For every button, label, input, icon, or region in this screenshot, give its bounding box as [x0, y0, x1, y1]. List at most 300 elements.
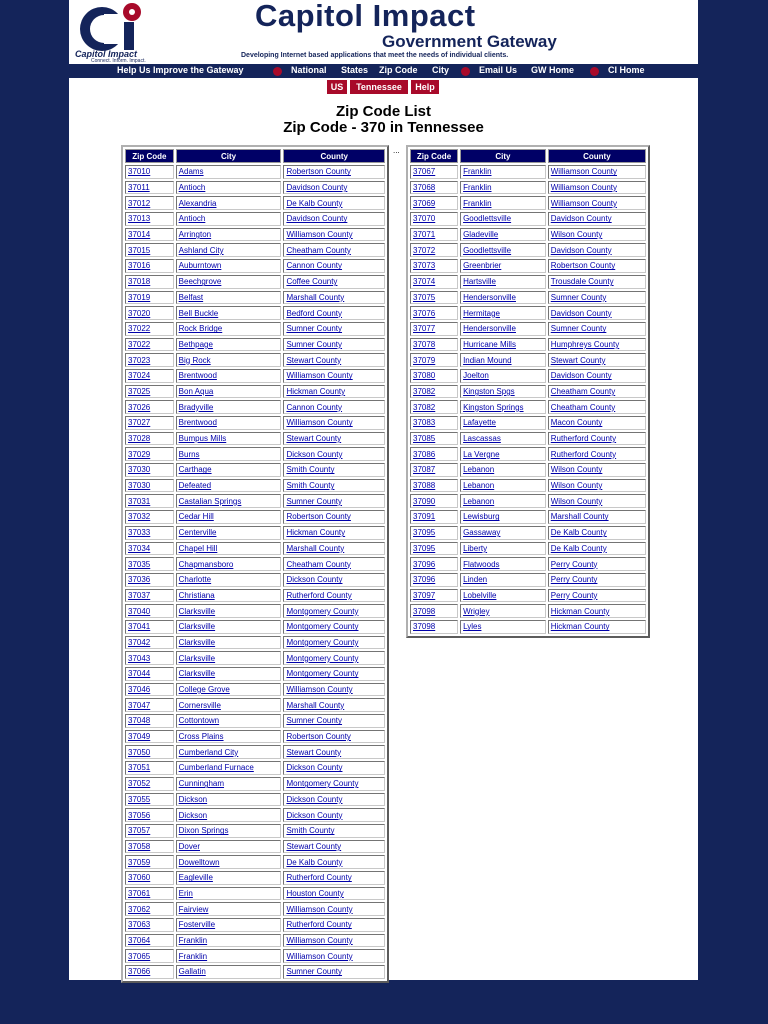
- city-link[interactable]: Arrington: [178, 230, 212, 240]
- subnav-us[interactable]: US: [327, 80, 347, 94]
- county-link[interactable]: Marshall County: [550, 512, 609, 522]
- city-link[interactable]: Burns: [178, 449, 200, 459]
- table-cell: [548, 259, 646, 273]
- zip-code-link[interactable]: 37042: [128, 637, 151, 647]
- city-link[interactable]: Lascassas: [463, 434, 501, 444]
- table-cell: [283, 479, 385, 493]
- table-row: [125, 887, 385, 901]
- table-cell: [548, 416, 646, 430]
- county-link[interactable]: Williamson County: [286, 371, 353, 381]
- zip-code-link[interactable]: 37085: [413, 434, 436, 444]
- zip-code-link[interactable]: 37095: [413, 528, 436, 538]
- county-link[interactable]: Sumner County: [550, 292, 607, 302]
- county-link[interactable]: Williamson County: [550, 183, 617, 193]
- table-cell: [410, 259, 458, 273]
- county-link[interactable]: Sumner County: [286, 339, 343, 349]
- county-link[interactable]: Montgomery County: [286, 669, 359, 679]
- zip-code-link[interactable]: 37082: [413, 402, 436, 412]
- table-row: [125, 369, 385, 383]
- county-link[interactable]: Marshall County: [286, 292, 345, 302]
- zip-code-link[interactable]: 37088: [413, 481, 436, 491]
- zip-code-link[interactable]: 37024: [128, 371, 151, 381]
- city-link[interactable]: Clarksville: [178, 669, 216, 679]
- zip-code-link[interactable]: 37073: [413, 261, 436, 271]
- zip-code-link[interactable]: 37026: [128, 402, 151, 412]
- city-link[interactable]: Alexandria: [178, 198, 217, 208]
- city-link[interactable]: Brentwood: [178, 418, 217, 428]
- city-link[interactable]: Joelton: [463, 371, 489, 381]
- county-link[interactable]: Perry County: [550, 559, 598, 569]
- city-link[interactable]: Chapel Hill: [178, 543, 218, 553]
- zip-code-link[interactable]: 37011: [128, 183, 150, 193]
- table-cell: [176, 965, 282, 979]
- zip-code-link[interactable]: 37056: [128, 810, 151, 820]
- subnav-help[interactable]: Help: [411, 80, 439, 94]
- city-link[interactable]: Charlotte: [178, 575, 212, 585]
- zip-code-link[interactable]: 37022: [128, 339, 151, 349]
- zip-code-link[interactable]: 37033: [128, 528, 151, 538]
- city-link[interactable]: Cumberland City: [178, 747, 239, 757]
- county-link[interactable]: Montgomery County: [286, 653, 359, 663]
- county-link[interactable]: Davidson County: [550, 371, 612, 381]
- zip-code-link[interactable]: 37068: [413, 183, 436, 193]
- zip-code-link[interactable]: 37062: [128, 904, 151, 914]
- county-link[interactable]: Dickson County: [286, 810, 343, 820]
- city-link[interactable]: Kingston Spgs: [463, 386, 515, 396]
- city-link[interactable]: Rock Bridge: [178, 324, 223, 334]
- table-cell: [125, 918, 174, 932]
- county-link[interactable]: Montgomery County: [286, 637, 359, 647]
- city-link[interactable]: Lobelville: [463, 590, 497, 600]
- county-link[interactable]: Stewart County: [286, 747, 342, 757]
- county-link[interactable]: Wilson County: [550, 496, 603, 506]
- table-row: [125, 651, 385, 665]
- city-link[interactable]: Christiana: [178, 590, 215, 600]
- city-link[interactable]: Chapmansboro: [178, 559, 234, 569]
- city-link[interactable]: La Vergne: [463, 449, 500, 459]
- city-link[interactable]: Bon Aqua: [178, 386, 214, 396]
- city-link[interactable]: Ashland City: [178, 245, 224, 255]
- zip-code-link[interactable]: 37010: [128, 167, 151, 177]
- city-link[interactable]: Beechgrove: [178, 277, 222, 287]
- zip-code-link[interactable]: 37051: [128, 763, 151, 773]
- zip-code-link[interactable]: 37070: [413, 214, 436, 224]
- table-row: [410, 573, 646, 587]
- zip-code-link[interactable]: 37083: [413, 418, 436, 428]
- table-row: [410, 322, 646, 336]
- city-link[interactable]: Bell Buckle: [178, 308, 219, 318]
- city-link[interactable]: Cross Plains: [178, 732, 224, 742]
- city-link[interactable]: Franklin: [463, 198, 492, 208]
- zip-code-link[interactable]: 37015: [128, 245, 151, 255]
- zip-code-link[interactable]: 37041: [128, 622, 151, 632]
- city-link[interactable]: Bradyville: [178, 402, 214, 412]
- city-link[interactable]: Clarksville: [178, 653, 216, 663]
- city-link[interactable]: Franklin: [463, 167, 492, 177]
- city-link[interactable]: Indian Mound: [463, 355, 512, 365]
- zip-code-link[interactable]: 37057: [128, 826, 151, 836]
- county-link[interactable]: Wilson County: [550, 481, 603, 491]
- zip-code-link[interactable]: 37052: [128, 779, 151, 789]
- city-link[interactable]: Defeated: [178, 481, 212, 491]
- nav-zip-code[interactable]: Zip Code: [379, 65, 418, 75]
- county-link[interactable]: Coffee County: [286, 277, 338, 287]
- city-link[interactable]: Brentwood: [178, 371, 217, 381]
- zip-code-link[interactable]: 37090: [413, 496, 436, 506]
- county-link[interactable]: De Kalb County: [550, 543, 607, 553]
- city-link[interactable]: Clarksville: [178, 606, 216, 616]
- table-cell: [460, 416, 546, 430]
- county-link[interactable]: Hickman County: [286, 528, 346, 538]
- page-subtitle: Zip Code - 370 in Tennessee: [283, 119, 484, 136]
- zip-code-link[interactable]: 37077: [413, 324, 436, 334]
- city-link[interactable]: Auburntown: [178, 261, 222, 271]
- zip-code-link[interactable]: 37025: [128, 386, 151, 396]
- county-link[interactable]: Dickson County: [286, 763, 343, 773]
- table-cell: [410, 353, 458, 367]
- city-link[interactable]: Cottontown: [178, 716, 220, 726]
- county-link[interactable]: Cheatham County: [550, 402, 616, 412]
- county-link[interactable]: Sumner County: [286, 324, 343, 334]
- county-link[interactable]: Cheatham County: [286, 559, 351, 569]
- city-link[interactable]: Belfast: [178, 292, 204, 302]
- county-link[interactable]: Robertson County: [286, 732, 351, 742]
- county-link[interactable]: De Kalb County: [286, 857, 343, 867]
- table-cell: [176, 542, 282, 556]
- zip-code-link[interactable]: 37098: [413, 606, 436, 616]
- zip-code-link[interactable]: 37035: [128, 559, 151, 569]
- county-link[interactable]: Williamson County: [550, 198, 617, 208]
- county-link[interactable]: Wilson County: [550, 465, 603, 475]
- zip-code-link[interactable]: 37018: [128, 277, 151, 287]
- zip-code-link[interactable]: 37066: [128, 967, 151, 977]
- table-cell: [283, 745, 385, 759]
- table-row: [410, 620, 646, 634]
- table-cell: [283, 494, 385, 508]
- zip-code-link[interactable]: 37072: [413, 245, 436, 255]
- city-link[interactable]: Cornersville: [178, 700, 221, 710]
- zip-code-link[interactable]: 37071: [413, 230, 436, 240]
- zip-code-link[interactable]: 37019: [128, 292, 151, 302]
- table-cell: [125, 965, 174, 979]
- zip-code-link[interactable]: 37046: [128, 685, 151, 695]
- city-link[interactable]: Gladeville: [463, 230, 499, 240]
- county-link[interactable]: Perry County: [550, 590, 598, 600]
- city-link[interactable]: Clarksville: [178, 622, 216, 632]
- county-link[interactable]: Davidson County: [550, 245, 612, 255]
- city-link[interactable]: Fosterville: [178, 920, 216, 930]
- county-link[interactable]: Rutherford County: [286, 873, 352, 883]
- table-cell: [125, 698, 174, 712]
- zip-code-link[interactable]: 37080: [413, 371, 436, 381]
- county-link[interactable]: Smith County: [286, 826, 335, 836]
- nav-city[interactable]: City: [432, 65, 450, 75]
- zip-code-link[interactable]: 37076: [413, 308, 436, 318]
- table-row: [125, 604, 385, 618]
- county-link[interactable]: De Kalb County: [286, 198, 343, 208]
- county-link[interactable]: Rutherford County: [550, 434, 617, 444]
- county-link[interactable]: Robertson County: [286, 512, 351, 522]
- table-row: [410, 228, 646, 242]
- county-link[interactable]: Stewart County: [286, 841, 342, 851]
- county-link[interactable]: Robertson County: [550, 261, 616, 271]
- nav-national[interactable]: National: [291, 65, 327, 75]
- county-link[interactable]: Smith County: [286, 481, 335, 491]
- zip-code-link[interactable]: 37049: [128, 732, 151, 742]
- city-link[interactable]: Cedar Hill: [178, 512, 214, 522]
- county-link[interactable]: Williamson County: [286, 418, 353, 428]
- table-row: [125, 934, 385, 948]
- zip-code-link[interactable]: 37091: [413, 512, 436, 522]
- county-link[interactable]: Perry County: [550, 575, 598, 585]
- city-link[interactable]: Dowelltown: [178, 857, 220, 867]
- city-link[interactable]: Lafayette: [463, 418, 496, 428]
- county-link[interactable]: Davidson County: [286, 183, 348, 193]
- zip-code-link[interactable]: 37027: [128, 418, 151, 428]
- nav-help-improve[interactable]: Help Us Improve the Gateway: [117, 65, 244, 75]
- county-link[interactable]: Hickman County: [286, 386, 346, 396]
- county-link[interactable]: Dickson County: [286, 794, 343, 804]
- county-link[interactable]: Bedford County: [286, 308, 343, 318]
- nav-email-us[interactable]: Email Us: [479, 65, 518, 75]
- county-link[interactable]: Cannon County: [286, 261, 343, 271]
- county-link[interactable]: Montgomery County: [286, 606, 359, 616]
- zip-code-link[interactable]: 37048: [128, 716, 151, 726]
- table-cell: [125, 793, 174, 807]
- zip-code-link[interactable]: 37058: [128, 841, 151, 851]
- county-link[interactable]: Robertson County: [286, 167, 351, 177]
- city-link[interactable]: Lebanon: [463, 481, 495, 491]
- city-link[interactable]: Goodlettsville: [463, 245, 512, 255]
- zip-code-link[interactable]: 37064: [128, 936, 151, 946]
- city-link[interactable]: Lyles: [463, 622, 482, 632]
- county-link[interactable]: Hickman County: [550, 622, 610, 632]
- city-link[interactable]: Bethpage: [178, 339, 213, 349]
- city-link[interactable]: Clarksville: [178, 637, 216, 647]
- zip-code-link[interactable]: 37074: [413, 277, 436, 287]
- county-link[interactable]: Rutherford County: [286, 920, 352, 930]
- table-row: [125, 636, 385, 650]
- table-cell: [125, 714, 174, 728]
- table-cell: [125, 557, 174, 571]
- county-link[interactable]: Marshall County: [286, 543, 345, 553]
- zip-code-link[interactable]: 37030: [128, 465, 151, 475]
- zip-code-link[interactable]: 37037: [128, 590, 151, 600]
- subnav-tennessee[interactable]: Tennessee: [350, 80, 408, 94]
- city-link[interactable]: Franklin: [178, 936, 208, 946]
- zip-code-link[interactable]: 37069: [413, 198, 436, 208]
- county-link[interactable]: Wilson County: [550, 230, 603, 240]
- city-link[interactable]: Castalian Springs: [178, 496, 242, 506]
- table-cell: [283, 432, 385, 446]
- city-link[interactable]: Antioch: [178, 214, 206, 224]
- zip-code-link[interactable]: 37043: [128, 653, 151, 663]
- nav-ci-home[interactable]: CI Home: [608, 65, 645, 75]
- county-link[interactable]: De Kalb County: [550, 528, 607, 538]
- city-link[interactable]: Dickson: [178, 810, 208, 820]
- county-link[interactable]: Marshall County: [286, 700, 345, 710]
- county-link[interactable]: Houston County: [286, 888, 344, 898]
- county-link[interactable]: Montgomery County: [286, 779, 359, 789]
- zip-code-link[interactable]: 37022: [128, 324, 151, 334]
- county-link[interactable]: Sumner County: [286, 716, 343, 726]
- county-link[interactable]: Rutherford County: [550, 449, 617, 459]
- zip-code-link[interactable]: 37012: [128, 198, 151, 208]
- city-link[interactable]: Lebanon: [463, 496, 495, 506]
- county-link[interactable]: Sumner County: [550, 324, 607, 334]
- zip-code-link[interactable]: 37067: [413, 167, 436, 177]
- city-link[interactable]: Wrigley: [463, 606, 490, 616]
- zip-code-link[interactable]: 37016: [128, 261, 151, 271]
- zip-code-link[interactable]: 37014: [128, 230, 151, 240]
- county-link[interactable]: Davidson County: [286, 214, 348, 224]
- zip-code-link[interactable]: 37060: [128, 873, 151, 883]
- city-link[interactable]: Bumpus Mills: [178, 434, 227, 444]
- zip-code-link[interactable]: 37031: [128, 496, 151, 506]
- city-link[interactable]: Carthage: [178, 465, 212, 475]
- city-link[interactable]: Dickson: [178, 794, 208, 804]
- table-cell: [283, 636, 385, 650]
- city-link[interactable]: Hendersonville: [463, 324, 516, 334]
- city-link[interactable]: Hendersonville: [463, 292, 516, 302]
- city-link[interactable]: Centerville: [178, 528, 217, 538]
- city-link[interactable]: Liberty: [463, 543, 488, 553]
- city-link[interactable]: Gallatin: [178, 967, 206, 977]
- city-link[interactable]: Goodlettsville: [463, 214, 512, 224]
- city-link[interactable]: Lewisburg: [463, 512, 500, 522]
- county-link[interactable]: Macon County: [550, 418, 603, 428]
- county-link[interactable]: Rutherford County: [286, 590, 352, 600]
- zip-code-link[interactable]: 37023: [128, 355, 151, 365]
- nav-gw-home[interactable]: GW Home: [531, 65, 575, 75]
- county-link[interactable]: Sumner County: [286, 967, 343, 977]
- city-link[interactable]: Eagleville: [178, 873, 213, 883]
- city-link[interactable]: Hermitage: [463, 308, 500, 318]
- table-cell: [176, 212, 282, 226]
- county-link[interactable]: Williamson County: [286, 685, 353, 695]
- city-link[interactable]: Dixon Springs: [178, 826, 229, 836]
- logo-icon[interactable]: [75, 2, 145, 52]
- zip-code-link[interactable]: 37040: [128, 606, 151, 616]
- zip-code-link[interactable]: 37086: [413, 449, 436, 459]
- table-cell: [283, 620, 385, 634]
- county-link[interactable]: Hickman County: [550, 606, 610, 616]
- zip-code-link[interactable]: 37096: [413, 559, 436, 569]
- zip-code-link[interactable]: 37063: [128, 920, 151, 930]
- table-row: [410, 400, 646, 414]
- table-cell: [283, 447, 385, 461]
- city-link[interactable]: Greenbrier: [463, 261, 502, 271]
- zip-code-link[interactable]: 37097: [413, 590, 436, 600]
- table-cell: [283, 369, 385, 383]
- zip-code-link[interactable]: 37082: [413, 386, 436, 396]
- county-link[interactable]: Williamson County: [550, 167, 617, 177]
- zip-code-link[interactable]: 37065: [128, 951, 151, 961]
- zip-code-link[interactable]: 37078: [413, 339, 436, 349]
- table-cell: [460, 165, 546, 179]
- city-link[interactable]: Dover: [178, 841, 200, 851]
- county-link[interactable]: Williamson County: [286, 951, 353, 961]
- county-link[interactable]: Williamson County: [286, 904, 353, 914]
- county-link[interactable]: Smith County: [286, 465, 335, 475]
- city-link[interactable]: Fairview: [178, 904, 209, 914]
- city-link[interactable]: Big Rock: [178, 355, 211, 365]
- county-link[interactable]: Cheatham County: [286, 245, 351, 255]
- zip-code-link[interactable]: 37020: [128, 308, 151, 318]
- zip-code-link[interactable]: 37059: [128, 857, 151, 867]
- city-link[interactable]: Linden: [463, 575, 488, 585]
- city-link[interactable]: Adams: [178, 167, 204, 177]
- zip-code-link[interactable]: 37029: [128, 449, 151, 459]
- zip-code-link[interactable]: 37087: [413, 465, 436, 475]
- city-link[interactable]: Flatwoods: [463, 559, 500, 569]
- county-link[interactable]: Cheatham County: [550, 386, 616, 396]
- table-cell: [125, 385, 174, 399]
- city-link[interactable]: Cunningham: [178, 779, 225, 789]
- county-link[interactable]: Davidson County: [550, 214, 612, 224]
- county-link[interactable]: Williamson County: [286, 230, 353, 240]
- table-cell: [548, 557, 646, 571]
- county-link[interactable]: Trousdale County: [550, 277, 614, 287]
- city-link[interactable]: College Grove: [178, 685, 230, 695]
- zip-code-link[interactable]: 37055: [128, 794, 151, 804]
- county-link[interactable]: Stewart County: [286, 434, 342, 444]
- county-link[interactable]: Davidson County: [550, 308, 612, 318]
- nav-states[interactable]: States: [341, 65, 369, 75]
- table-cell: [283, 918, 385, 932]
- zip-code-link[interactable]: 37095: [413, 543, 436, 553]
- city-link[interactable]: Franklin: [178, 951, 208, 961]
- zip-code-link[interactable]: 37032: [128, 512, 151, 522]
- table-cell: [283, 777, 385, 791]
- zip-code-link[interactable]: 37098: [413, 622, 436, 632]
- zip-code-link[interactable]: 37096: [413, 575, 436, 585]
- zip-code-link[interactable]: 37013: [128, 214, 151, 224]
- city-link[interactable]: Franklin: [463, 183, 492, 193]
- county-link[interactable]: Williamson County: [286, 936, 353, 946]
- county-link[interactable]: Humphreys County: [550, 339, 620, 349]
- table-cell: [410, 322, 458, 336]
- county-link[interactable]: Montgomery County: [286, 622, 359, 632]
- city-link[interactable]: Cumberland Furnace: [178, 763, 254, 773]
- zip-code-link[interactable]: 37075: [413, 292, 436, 302]
- zip-code-link[interactable]: 37047: [128, 700, 151, 710]
- city-link[interactable]: Gassaway: [463, 528, 501, 538]
- city-link[interactable]: Antioch: [178, 183, 206, 193]
- county-link[interactable]: Stewart County: [286, 355, 342, 365]
- zip-code-link[interactable]: 37036: [128, 575, 151, 585]
- zip-code-link[interactable]: 37061: [128, 888, 151, 898]
- zip-code-link[interactable]: 37028: [128, 434, 151, 444]
- zip-code-link[interactable]: 37034: [128, 543, 151, 553]
- city-link[interactable]: Hurricane Mills: [463, 339, 516, 349]
- county-link[interactable]: Dickson County: [286, 449, 343, 459]
- zip-code-link[interactable]: 37079: [413, 355, 436, 365]
- zip-code-link[interactable]: 37030: [128, 481, 151, 491]
- table-row: [410, 557, 646, 571]
- county-link[interactable]: Cannon County: [286, 402, 343, 412]
- city-link[interactable]: Hartsville: [463, 277, 496, 287]
- city-link[interactable]: Erin: [178, 888, 193, 898]
- zip-code-link[interactable]: 37044: [128, 669, 151, 679]
- table-cell: [283, 761, 385, 775]
- county-link[interactable]: Sumner County: [286, 496, 343, 506]
- county-link[interactable]: Dickson County: [286, 575, 343, 585]
- city-link[interactable]: Lebanon: [463, 465, 495, 475]
- county-link[interactable]: Stewart County: [550, 355, 606, 365]
- city-link[interactable]: Kingston Springs: [463, 402, 524, 412]
- zip-code-link[interactable]: 37050: [128, 747, 151, 757]
